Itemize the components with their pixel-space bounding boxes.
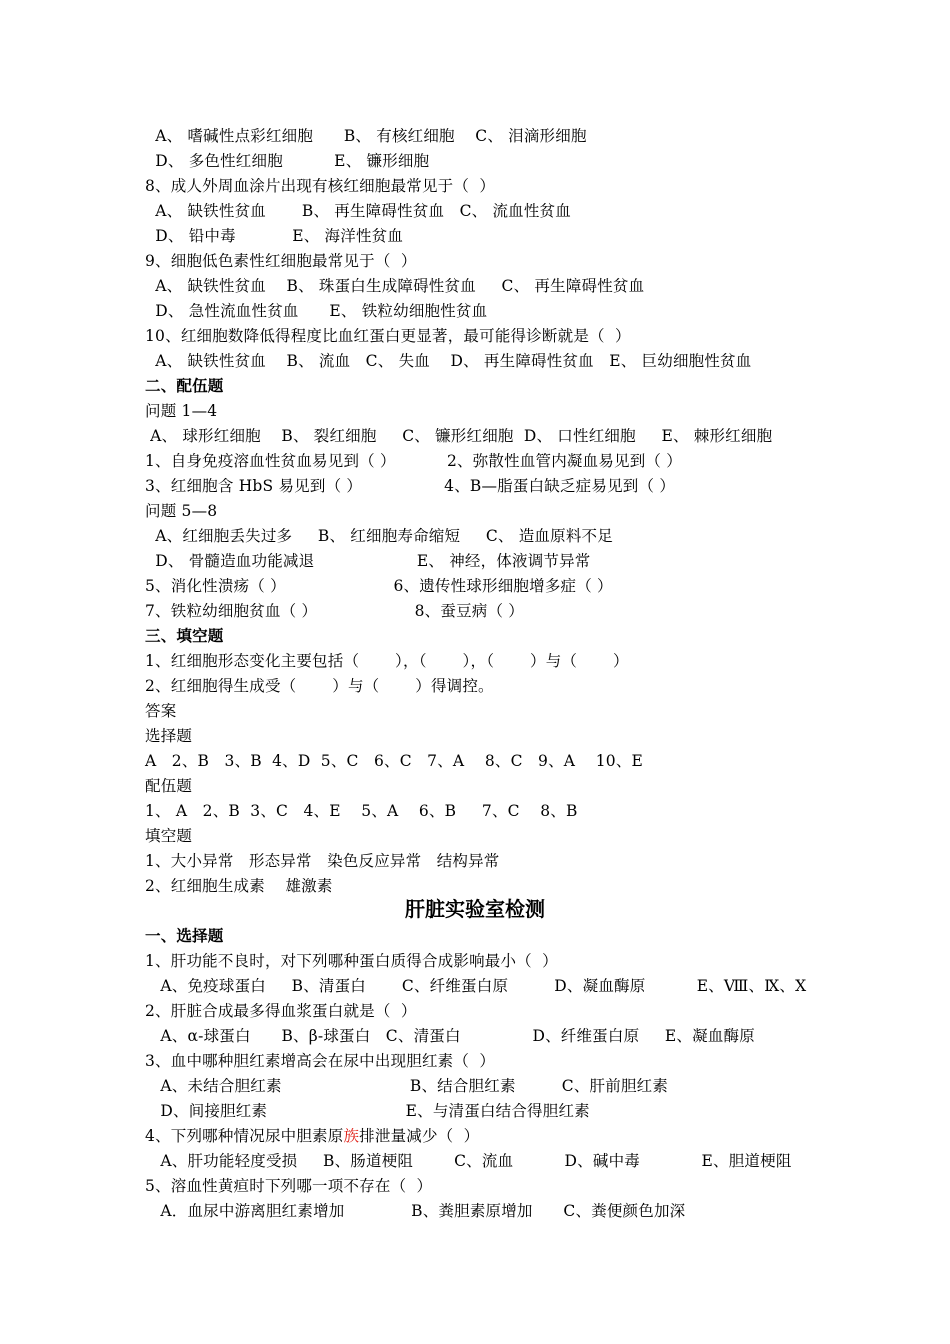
option-line: A、肝功能轻度受损 B、肠道梗阻 C、流血 D、碱中毒 E、胆道梗阻 — [145, 1152, 792, 1170]
question-line: 3、血中哪种胆红素增高会在尿中出现胆红素（ ） — [145, 1052, 496, 1070]
question-line: 2、红细胞得生成受（ ）与（ ）得调控。 — [145, 677, 494, 695]
section-heading: 二、配伍题 — [145, 376, 224, 395]
answer-subheading: 配伍题 — [145, 777, 193, 795]
answer-heading: 答案 — [145, 702, 177, 720]
question-line: 2、肝脏合成最多得血浆蛋白就是（ ） — [145, 1002, 417, 1020]
answer-line: A 2、B 3、B 4、D 5、C 6、C 7、A 8、C 9、A 10、E — [145, 752, 644, 770]
option-line: D、间接胆红素 E、与清蛋白结合得胆红素 — [145, 1102, 590, 1120]
option-line: A．血尿中游离胆红素增加 B、粪胆素原增加 C、粪便颜色加深 — [145, 1202, 686, 1220]
answer-line: 1、大小异常 形态异常 染色反应异常 结构异常 — [145, 852, 500, 870]
option-line: A、 缺铁性贫血 B、 流血 C、 失血 D、 再生障碍性贫血 E、 巨幼细胞性贫血 — [145, 352, 752, 370]
option-line: A、 嗜碱性点彩红细胞 B、 有核红细胞 C、 泪滴形细胞 — [145, 127, 587, 145]
question-line: 10、红细胞数降低得程度比血红蛋白更显著，最可能得诊断就是（ ） — [145, 327, 631, 345]
section-heading: 一、选择题 — [145, 926, 224, 945]
question-line: 8、成人外周血涂片出现有核红细胞最常见于（ ） — [145, 177, 496, 195]
option-line: A、 缺铁性贫血 B、 再生障碍性贫血 C、 流血性贫血 — [145, 202, 571, 220]
section-heading: 三、填空题 — [145, 626, 224, 645]
option-line: A、未结合胆红素 B、结合胆红素 C、肝前胆红素 — [145, 1077, 669, 1095]
option-line: A、免疫球蛋白 B、清蛋白 C、纤维蛋白原 D、凝血酶原 E、Ⅷ、Ⅸ、Ⅹ — [145, 977, 807, 995]
group-label: 问题 5—8 — [145, 502, 218, 520]
option-line: D、 铅中毒 E、 海洋性贫血 — [145, 227, 404, 245]
question-line: 1、自身免疫溶血性贫血易见到（ ） 2、弥散性血管内凝血易见到（ ） — [145, 452, 682, 470]
highlighted-char: 族 — [343, 1127, 360, 1145]
question-line: 1、红细胞形态变化主要包括（ ），（ ），（ ）与（ ） — [145, 652, 629, 670]
answer-subheading: 选择题 — [145, 727, 193, 745]
option-line: A、α-球蛋白 B、β-球蛋白 C、清蛋白 D、纤维蛋白原 E、凝血酶原 — [145, 1027, 755, 1045]
option-line: D、 多色性红细胞 E、 镰形细胞 — [145, 152, 430, 170]
option-line: A、 缺铁性贫血 B、 珠蛋白生成障碍性贫血 C、 再生障碍性贫血 — [145, 277, 645, 295]
question-line: 5、溶血性黄疸时下列哪一项不存在（ ） — [145, 1177, 433, 1195]
option-line: A、 球形红细胞 B、 裂红细胞 C、 镰形红细胞 D、 口性红细胞 E、 棘形红细胞 — [145, 427, 773, 445]
question-line: 9、细胞低色素性红细胞最常见于（ ） — [145, 252, 417, 270]
option-line: D、 骨髓造血功能减退 E、 神经，体液调节异常 — [145, 552, 591, 570]
question-line — [145, 1124, 479, 1148]
question-line: 7、铁粒幼细胞贫血（ ） 8、蚕豆病（ ） — [145, 602, 524, 620]
option-line: A、红细胞丢失过多 B、 红细胞寿命缩短 C、 造血原料不足 — [145, 527, 613, 545]
question-line: 1、肝功能不良时，对下列哪种蛋白质得合成影响最小（ ） — [145, 952, 558, 970]
answer-subheading: 填空题 — [145, 827, 193, 845]
question-line: 5、消化性溃疡（ ） 6、遗传性球形细胞增多症（ ） — [145, 577, 613, 595]
question-line: 3、红细胞含 HbS 易见到（ ） 4、B—脂蛋白缺乏症易见到（ ） — [145, 477, 676, 495]
option-line: D、 急性流血性贫血 E、 铁粒幼细胞性贫血 — [145, 302, 488, 320]
answer-line: 2、红细胞生成素 雄激素 — [145, 877, 333, 895]
question-text: 4、下列哪种情况尿中胆素原 — [145, 1127, 344, 1145]
group-label: 问题 1—4 — [145, 402, 218, 420]
section-title: 肝脏实验室检测 — [405, 897, 545, 921]
question-text: 排泄量减少（ ） — [359, 1127, 480, 1145]
answer-line: 1、 A 2、B 3、C 4、E 5、A 6、B 7、C 8、B — [145, 802, 578, 820]
